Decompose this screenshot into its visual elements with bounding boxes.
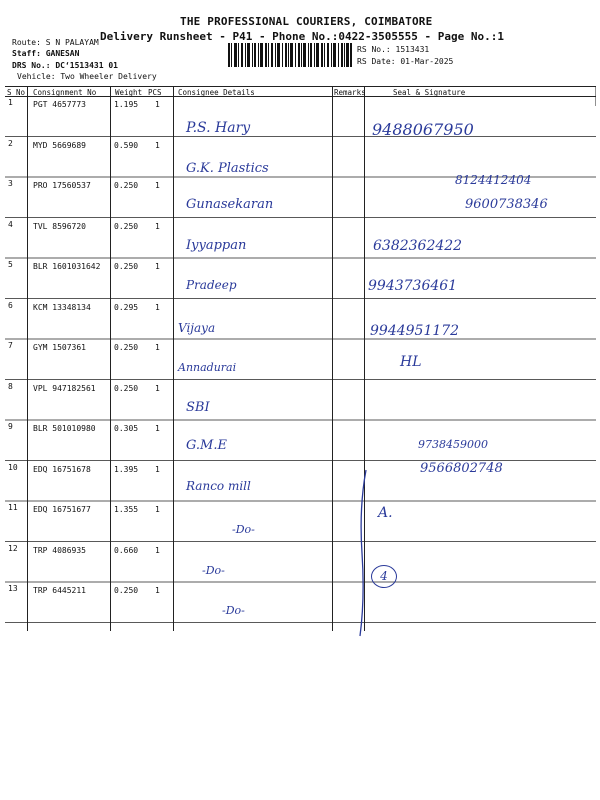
row-pcs: 1	[155, 140, 160, 150]
staff-label: Staff: GANESAN	[12, 49, 80, 58]
rs-number: RS No.: 1513431	[357, 45, 430, 54]
row-pcs: 1	[155, 262, 160, 271]
circled-number: 4	[371, 565, 397, 588]
runsheet-title: Delivery Runsheet - P41 - Phone No.:0422-3505555 - Page No.:1	[100, 30, 504, 43]
row-weight: 0.250	[114, 343, 139, 352]
row-sno: 1	[8, 98, 13, 107]
row-sno: 4	[8, 219, 13, 229]
bracket-mark	[356, 468, 370, 638]
row-signature: 9738459000	[418, 438, 488, 451]
row-consignee: Annadurai	[178, 361, 237, 374]
runsheet-table	[5, 86, 596, 643]
row-sno: 2	[8, 138, 13, 148]
col-consignee: Consignee Details	[178, 88, 255, 97]
row-weight: 0.305	[114, 424, 139, 433]
row-consignment: BLR 501010980	[33, 424, 96, 433]
row-consignment: BLR 1601031642	[33, 262, 101, 271]
barcode-icon	[228, 43, 352, 67]
rs-date: RS Date: 01-Mar-2025	[357, 57, 454, 66]
row-weight: 0.250	[114, 262, 139, 271]
col-pcs: PCS	[148, 88, 162, 97]
row-signature: 9488067950	[372, 120, 474, 139]
row-consignee: -Do-	[222, 604, 245, 617]
row-sno: 6	[8, 300, 13, 310]
row-consignment: TRP 6445211	[33, 586, 86, 595]
row-signature: 6382362422	[373, 237, 463, 254]
row-consignee: Pradeep	[186, 278, 237, 292]
row-consignment: GYM 1507361	[33, 343, 86, 352]
row-pcs: 1	[155, 383, 160, 393]
row-consignment: MYD 5669689	[33, 140, 86, 150]
route-label: Route: S N PALAYAM	[12, 38, 99, 47]
row-weight: 0.660	[114, 545, 139, 555]
row-signature: 9566802748	[420, 460, 503, 476]
row-consignment: PRO 17560537	[33, 181, 91, 190]
row-consignee: Ranco mill	[186, 478, 251, 493]
row-weight: 1.395	[114, 464, 139, 474]
row-pcs: 1	[155, 343, 160, 352]
row-weight: 1.355	[114, 505, 139, 514]
row-consignee: SBI	[186, 399, 210, 415]
drs-number: DRS No.: DC‘1513431 01	[12, 61, 118, 70]
handwritten-initial: A.	[378, 505, 393, 521]
row-pcs: 1	[155, 424, 160, 433]
row-consignment: VPL 947182561	[33, 383, 96, 393]
row-consignee: P.S. Hary	[186, 120, 251, 136]
row-pcs: 1	[155, 221, 160, 231]
col-consignment: Consignment No	[33, 88, 97, 97]
row-sno: 10	[8, 462, 18, 472]
row-sno: 7	[8, 341, 13, 350]
company-name: THE PROFESSIONAL COURIERS, COIMBATORE	[180, 15, 433, 28]
row-consignment: EDQ 16751678	[33, 464, 91, 474]
row-consignee: G.K. Plastics	[186, 160, 269, 176]
row-sno: 11	[8, 503, 18, 512]
vehicle-label: Vehicle: Two Wheeler Delivery	[17, 72, 157, 81]
row-pcs: 1	[155, 464, 160, 474]
col-sno: S No	[7, 88, 26, 97]
row-weight: 0.250	[114, 383, 139, 393]
row-sno: 5	[8, 260, 13, 269]
col-seal: Seal & Signature	[393, 88, 466, 97]
row-weight: 0.250	[114, 221, 139, 231]
row-sno: 3	[8, 179, 13, 188]
row-sno: 13	[8, 584, 18, 593]
row-consignee: Iyyappan	[186, 237, 247, 253]
row-signature: HL	[400, 354, 422, 370]
row-consignment: EDQ 16751677	[33, 505, 91, 514]
row-pcs: 1	[155, 181, 160, 190]
row-sno: 8	[8, 381, 13, 391]
row-consignee: G.M.E	[186, 438, 227, 453]
row-weight: 1.195	[114, 100, 139, 109]
row-pcs: 1	[155, 586, 160, 595]
row-pcs: 1	[155, 505, 160, 514]
row-signature: 8124412404	[455, 172, 532, 187]
row-pcs: 1	[155, 302, 160, 312]
row-signature: 9600738346	[465, 197, 548, 212]
row-pcs: 1	[155, 100, 160, 109]
row-consignee: -Do-	[232, 523, 255, 536]
row-consignee: Vijaya	[178, 320, 216, 335]
row-weight: 0.295	[114, 302, 139, 312]
row-sno: 9	[8, 422, 13, 431]
row-weight: 0.250	[114, 586, 139, 595]
row-consignment: TVL 8596720	[33, 221, 86, 231]
row-consignee: -Do-	[202, 563, 225, 577]
row-sno: 12	[8, 543, 18, 553]
row-weight: 0.590	[114, 140, 139, 150]
row-consignment: PGT 4657773	[33, 100, 86, 109]
row-consignment: KCM 13348134	[33, 302, 91, 312]
row-consignment: TRP 4086935	[33, 545, 86, 555]
row-consignee: Gunasekaran	[186, 197, 274, 212]
row-weight: 0.250	[114, 181, 139, 190]
col-remarks: Remarks	[334, 88, 366, 97]
row-signature: 9943736461	[368, 278, 458, 294]
row-pcs: 1	[155, 545, 160, 555]
col-weight: Weight	[115, 88, 143, 97]
row-signature: 9944951172	[370, 322, 460, 339]
